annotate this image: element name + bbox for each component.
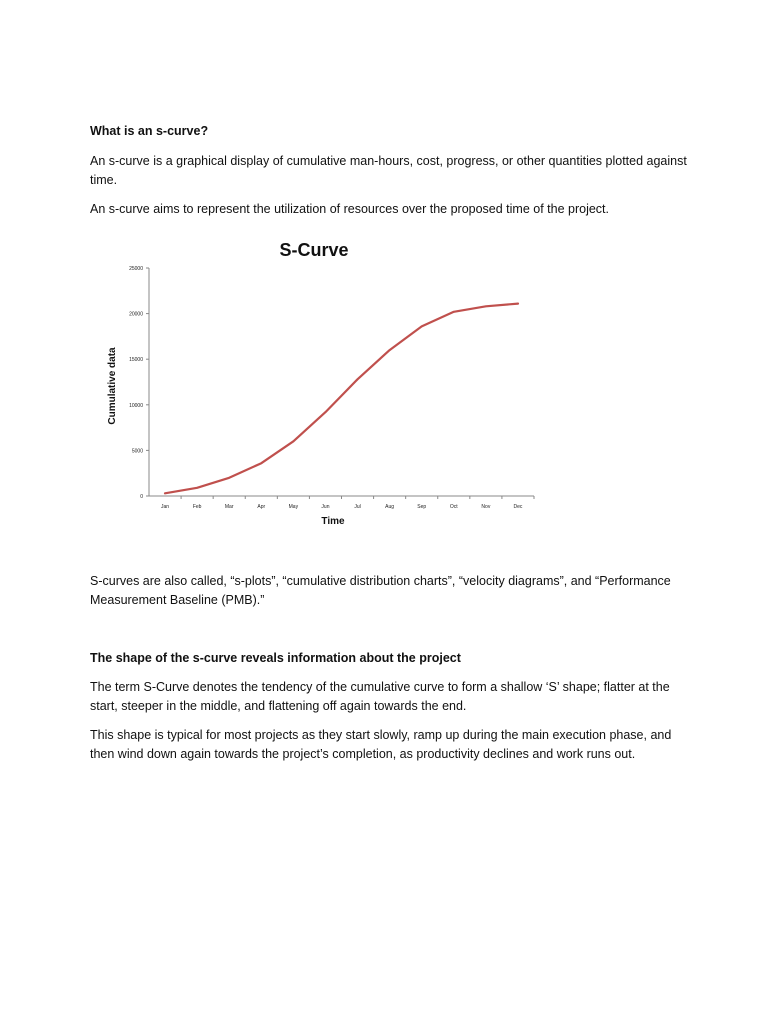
chart-data-point [357, 378, 359, 380]
section-what-is [90, 122, 690, 140]
chart-background [92, 230, 542, 533]
paragraph-definition: An s-curve is a graphical display of cumulative man-hours, cost, progress, or other quantities plotted against time. [90, 154, 687, 187]
section-shape [90, 649, 690, 667]
chart-y-axis-label: Cumulative data [107, 347, 118, 425]
chart-x-tick-label: Jan [161, 504, 170, 510]
chart-x-tick-label: Oct [449, 504, 458, 510]
chart-data-point [389, 349, 391, 351]
chart-x-tick-label: Jul [354, 504, 361, 510]
paragraph-typical: This shape is typical for most projects as they start slowly, ramp up during the main execution phase, and then wind down again towards the project’s completion, as productivity declines and work runs out. [90, 728, 672, 761]
chart-data-point [260, 462, 262, 464]
chart-x-tick-label: May [288, 504, 299, 510]
paragraph-aim: An s-curve aims to represent the utilization of resources over the proposed time of the project. [90, 202, 610, 216]
chart-x-tick-label: Mar [224, 504, 234, 510]
chart-data-point [453, 311, 455, 313]
chart-y-tick-label: 20000 [129, 311, 143, 318]
chart-data-point [325, 411, 327, 413]
chart-svg [92, 230, 542, 533]
heading-shape-reveals: The shape of the s-curve reveals information about the project [90, 651, 461, 665]
chart-data-point [421, 326, 423, 328]
chart-x-tick-label: Dec [513, 504, 523, 510]
paragraph-typical-wrap [90, 726, 690, 763]
chart-x-tick-label: Apr [257, 504, 266, 510]
chart-data-point [293, 440, 295, 442]
chart-y-tick-label: 0 [140, 494, 143, 500]
paragraph-term-wrap [90, 678, 690, 715]
chart-y-tick-label: 15000 [129, 357, 143, 364]
chart-y-tick-label: 25000 [129, 266, 143, 272]
chart-data-point [228, 477, 230, 479]
chart-x-axis-label: Time [321, 516, 345, 527]
paragraph-aliases-wrap [90, 572, 690, 609]
chart-x-tick-label: Jun [321, 504, 330, 510]
chart-data-point [517, 303, 519, 305]
paragraph-term: The term S-Curve denotes the tendency of the cumulative curve to form a shallow ‘S’ shape; flatter at the start, steeper in the middle, and flattening off again towards the end. [90, 680, 670, 713]
s-curve-chart [92, 230, 542, 533]
chart-y-tick-label: 5000 [131, 448, 143, 455]
paragraph-aliases: S-curves are also called, “s-plots”, “cumulative distribution charts”, “velocity diagrams”, and “Performance Measurement Baseline (PMB).” [90, 574, 671, 607]
chart-x-tick-label: Aug [385, 504, 395, 510]
chart-data-point [164, 492, 166, 494]
chart-y-tick-label: 10000 [129, 402, 143, 409]
chart-data-point [196, 487, 198, 489]
chart-x-tick-label: Sep [417, 504, 427, 510]
chart-data-point [485, 306, 487, 308]
chart-x-tick-label: Nov [481, 504, 491, 510]
paragraph-definition-wrap [90, 152, 690, 189]
chart-x-tick-label: Feb [192, 504, 202, 510]
paragraph-aim-wrap [90, 200, 690, 219]
chart-title: S-Curve [279, 240, 349, 260]
heading-what-is-s-curve: What is an s-curve? [90, 124, 209, 138]
